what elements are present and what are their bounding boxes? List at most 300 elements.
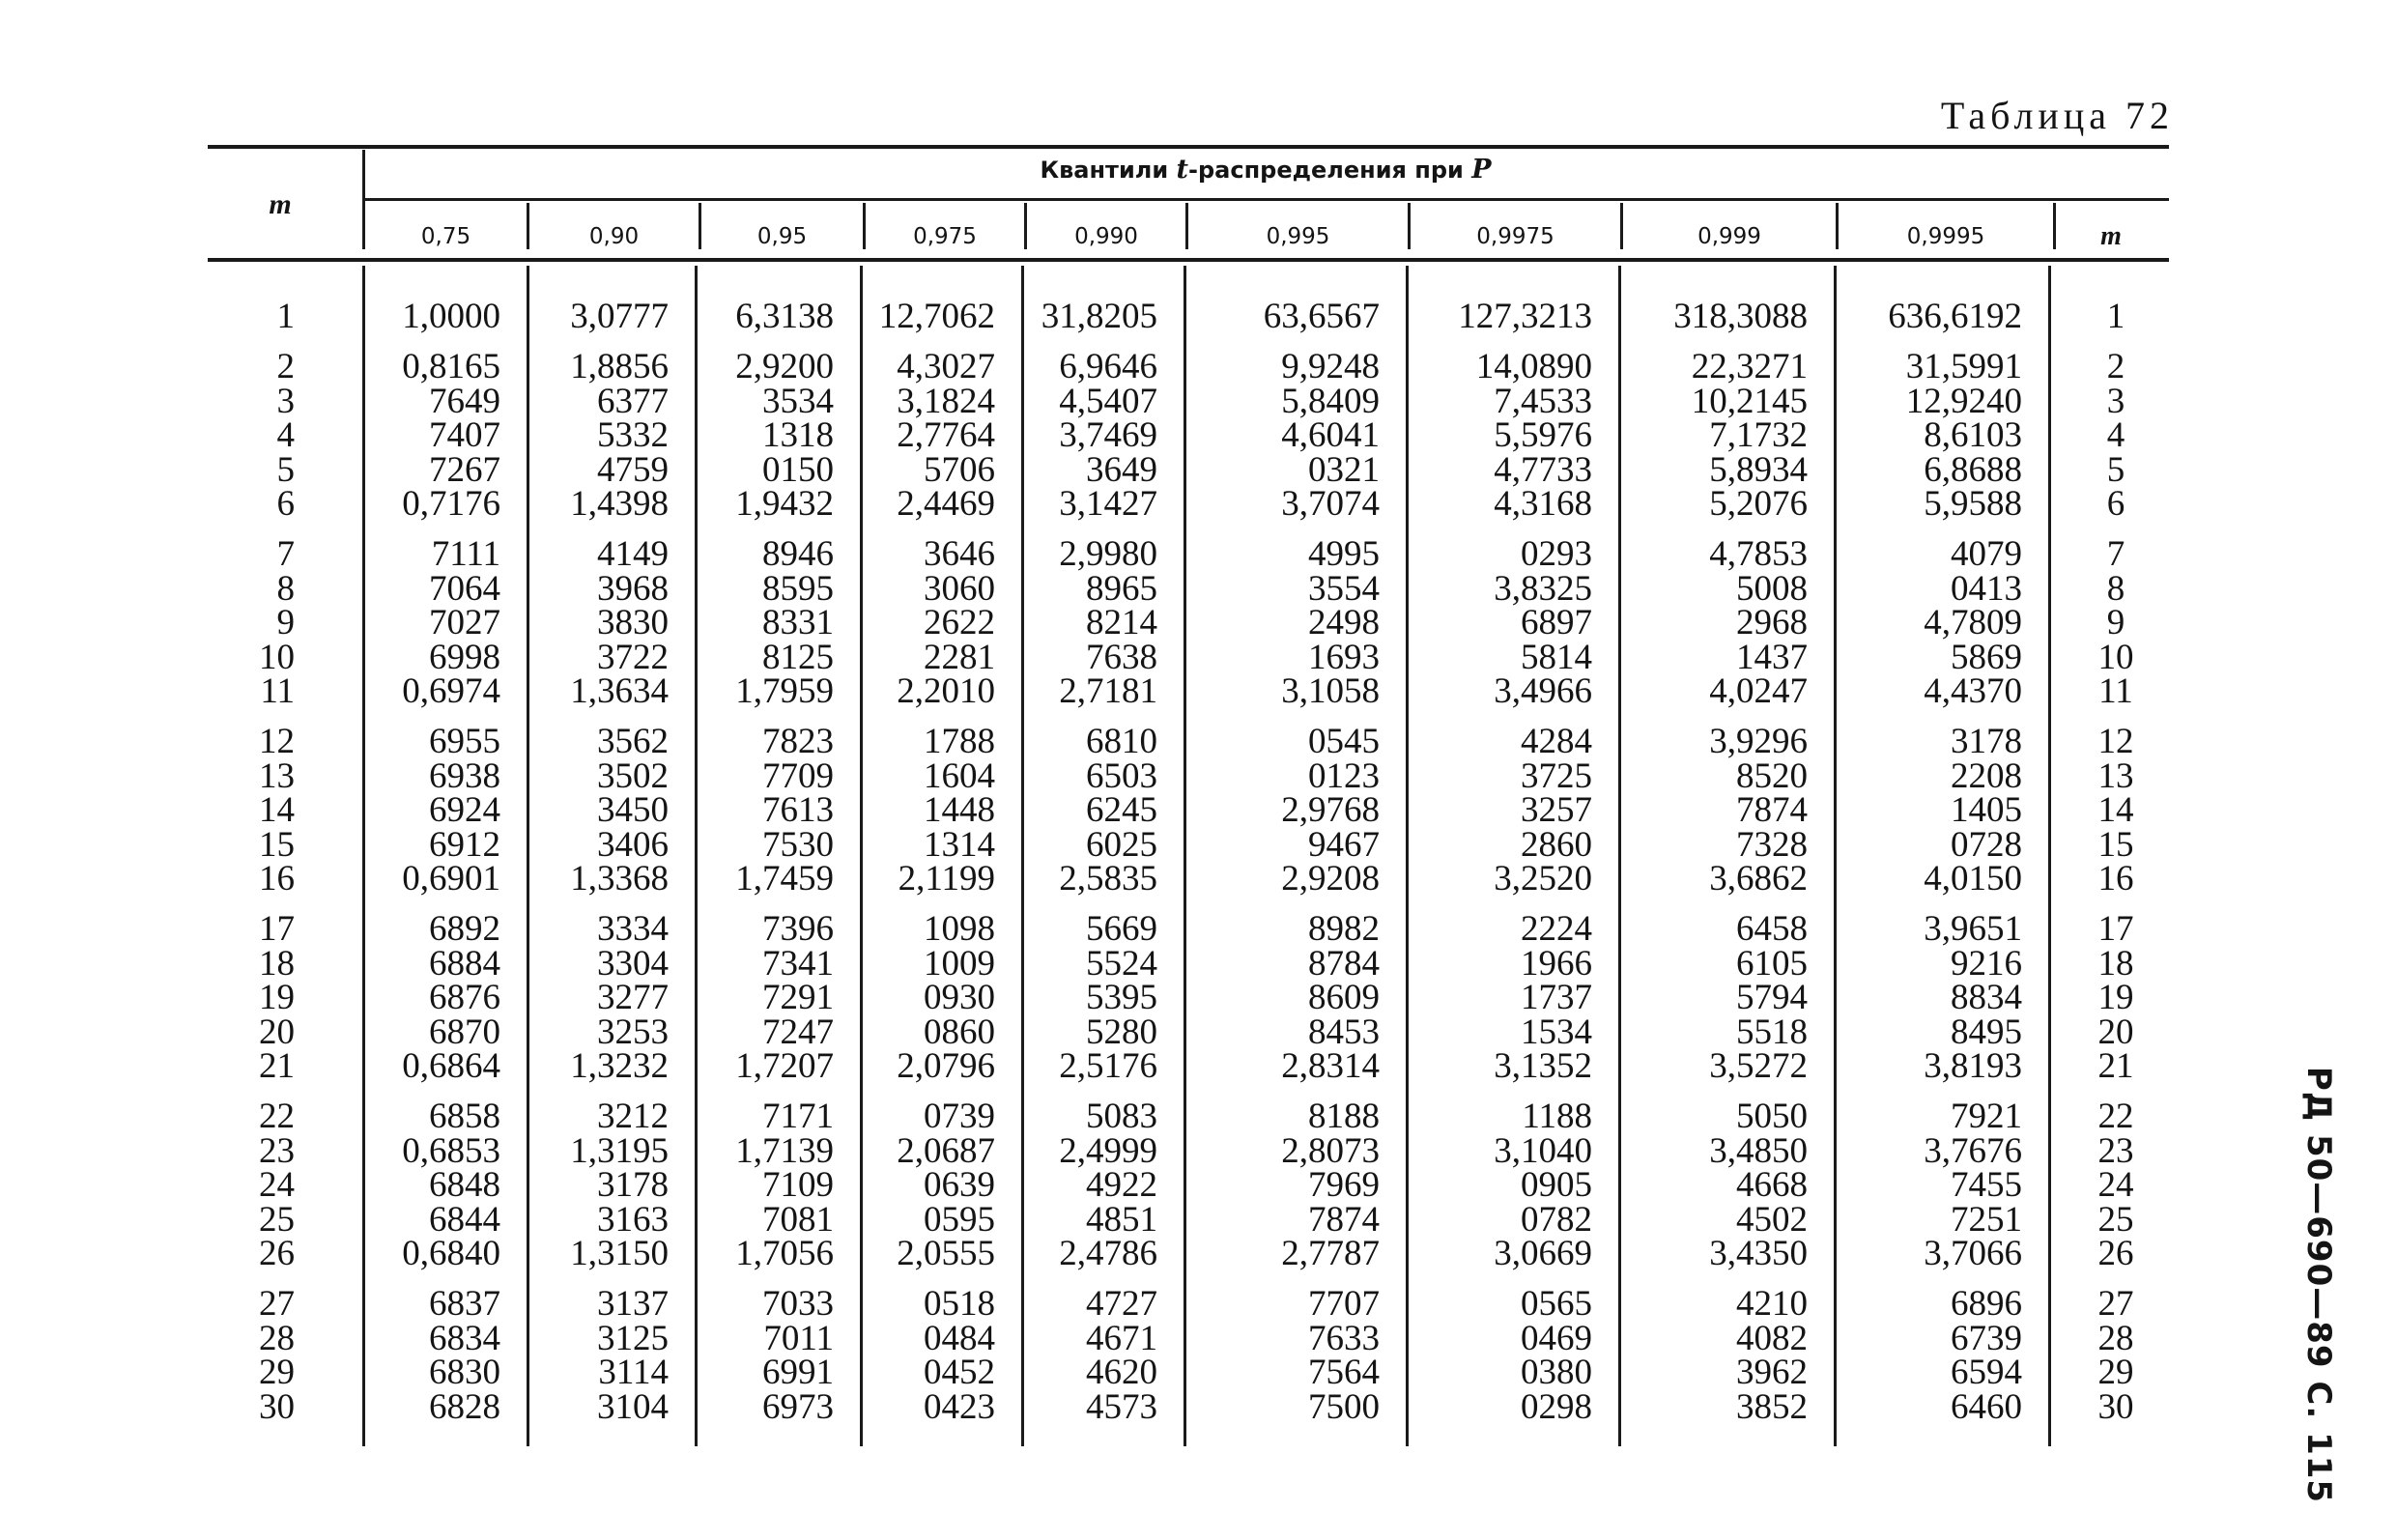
quantile-cell: 5524 (1086, 943, 1157, 984)
quantile-cell: 8188 (1308, 1097, 1380, 1136)
quantile-cell: 4502 (1736, 1199, 1808, 1240)
quantile-cell: 1,9432 (735, 484, 834, 525)
quantile-cell: 1,8856 (570, 347, 669, 386)
quantile-cell: 6,9646 (1059, 347, 1157, 386)
quantile-cell: 3,5272 (1709, 1046, 1808, 1087)
quantile-cell: 8982 (1308, 909, 1380, 949)
quantile-cell: 1534 (1521, 1012, 1592, 1052)
quantile-cell: 0321 (1308, 449, 1380, 490)
quantile-cell: 3852 (1736, 1386, 1808, 1427)
quantile-cell: 3406 (597, 824, 669, 865)
quantile-cell: 4,7853 (1709, 534, 1808, 574)
table-row (0, 1046, 2396, 1087)
quantile-cell: 8214 (1086, 603, 1157, 643)
row-m-left: 22 (259, 1097, 295, 1136)
quantile-cell: 2,0687 (897, 1130, 995, 1171)
quantile-cell: 6991 (762, 1353, 834, 1393)
row-m-left: 20 (259, 1012, 295, 1052)
header-divider (2053, 203, 2056, 249)
quantile-cell: 3,4350 (1709, 1234, 1808, 1274)
quantile-cell: 2,0796 (897, 1046, 995, 1087)
row-m-left: 19 (259, 978, 295, 1018)
row-m-left: 30 (259, 1386, 295, 1427)
table-row (0, 909, 2396, 949)
quantile-cell: 7,1732 (1709, 415, 1808, 456)
row-m-left: 29 (259, 1353, 295, 1393)
row-m-right: 24 (2097, 1165, 2134, 1206)
quantile-cell: 2,1199 (898, 859, 995, 899)
table-row (0, 1284, 2396, 1324)
quantile-cell: 3178 (597, 1165, 669, 1206)
quantile-cell: 7396 (762, 909, 834, 949)
table-row (0, 1386, 2396, 1427)
quantile-cell: 7267 (429, 449, 500, 490)
quantile-cell: 6837 (429, 1284, 500, 1324)
quantile-cell: 6848 (429, 1165, 500, 1206)
quantile-cell: 4,7733 (1494, 449, 1592, 490)
quantile-cell: 6912 (429, 824, 500, 865)
quantile-cell: 2,4999 (1059, 1130, 1157, 1171)
quantile-cell: 7709 (762, 756, 834, 796)
quantile-cell: 3534 (762, 381, 834, 421)
quantile-cell: 1,7459 (735, 859, 834, 899)
quantile-cell: 7109 (762, 1165, 834, 1206)
quantile-cell: 2,9208 (1281, 859, 1380, 899)
row-m-right: 8 (2106, 568, 2125, 609)
quantile-cell: 0565 (1521, 1284, 1592, 1324)
quantile-cell: 6834 (429, 1318, 500, 1358)
quantile-cell: 3,9651 (1924, 909, 2022, 949)
table-row (0, 978, 2396, 1018)
quantile-cell: 31,8205 (1041, 297, 1157, 336)
quantile-cell: 2224 (1521, 909, 1592, 949)
row-m-right: 25 (2097, 1199, 2134, 1240)
quantile-cell: 10,2145 (1691, 381, 1808, 421)
quantile-cell: 2,7787 (1281, 1234, 1380, 1274)
quantile-cell: 6,3138 (735, 297, 834, 336)
row-m-right: 9 (2106, 603, 2125, 643)
quantile-cell: 6876 (429, 978, 500, 1018)
quantile-cell: 4671 (1086, 1318, 1157, 1358)
quantile-cell: 2622 (924, 603, 995, 643)
quantile-cell: 7530 (762, 824, 834, 865)
quantile-cell: 7341 (762, 943, 834, 984)
quantile-cell: 7064 (429, 568, 500, 609)
quantile-cell: 0860 (924, 1012, 995, 1052)
quantile-cell: 318,3088 (1673, 297, 1808, 336)
row-m-right: 1 (2106, 297, 2125, 336)
row-m-right: 14 (2097, 790, 2134, 831)
quantile-cell: 3,7469 (1059, 415, 1157, 456)
row-m-right: 4 (2106, 415, 2125, 456)
quantile-cell: 3114 (598, 1353, 669, 1393)
quantile-cell: 0728 (1951, 824, 2022, 865)
quantile-cell: 3962 (1736, 1353, 1808, 1393)
quantile-cell: 6844 (429, 1199, 500, 1240)
quantile-cell: 0,6840 (402, 1234, 500, 1274)
quantile-cell: 4620 (1086, 1353, 1157, 1393)
quantile-cell: 3450 (597, 790, 669, 831)
quantile-cell: 1,7056 (735, 1234, 834, 1274)
quantile-cell: 2860 (1521, 824, 1592, 865)
quantile-cell: 7500 (1308, 1386, 1380, 1427)
row-m-left: 17 (259, 909, 295, 949)
row-m-left: 7 (276, 534, 295, 574)
table-row (0, 756, 2396, 796)
row-m-right: 20 (2097, 1012, 2134, 1052)
quantile-cell: 0595 (924, 1199, 995, 1240)
table-row (0, 1318, 2396, 1358)
quantile-cell: 2,5176 (1059, 1046, 1157, 1087)
row-m-right: 12 (2097, 722, 2134, 761)
quantile-cell: 4727 (1086, 1284, 1157, 1324)
quantile-cell: 0905 (1521, 1165, 1592, 1206)
table-row (0, 299, 2396, 334)
quantile-cell: 3,2520 (1494, 859, 1592, 899)
quantile-cell: 4,7809 (1924, 603, 2022, 643)
row-m-right: 22 (2097, 1097, 2134, 1136)
quantile-cell: 7649 (429, 381, 500, 421)
quantile-cell: 3,7676 (1924, 1130, 2022, 1171)
quantile-cell: 4922 (1086, 1165, 1157, 1206)
quantile-cell: 7291 (762, 978, 834, 1018)
quantile-cell: 5,5976 (1494, 415, 1592, 456)
quantile-cell: 1604 (924, 756, 995, 796)
quantile-cell: 0545 (1308, 722, 1380, 761)
quantile-cell: 2,4786 (1059, 1234, 1157, 1274)
quantile-cell: 3,4966 (1494, 671, 1592, 712)
quantile-cell: 7633 (1308, 1318, 1380, 1358)
table-row (0, 1199, 2396, 1240)
table-row (0, 1234, 2396, 1274)
quantile-cell: 0,6864 (402, 1046, 500, 1087)
quantile-cell: 3,1427 (1059, 484, 1157, 525)
table-row (0, 790, 2396, 831)
quantile-cell: 0150 (762, 449, 834, 490)
quantile-cell: 2,7764 (897, 415, 995, 456)
quantile-cell: 1,7959 (735, 671, 834, 712)
row-m-right: 18 (2097, 943, 2134, 984)
quantile-cell: 6830 (429, 1353, 500, 1393)
quantile-cell: 3334 (597, 909, 669, 949)
quantile-cell: 7613 (762, 790, 834, 831)
quantile-cell: 1314 (924, 824, 995, 865)
quantile-cell: 4851 (1086, 1199, 1157, 1240)
header-title (367, 155, 2164, 185)
header-title-after: -распределения при (1188, 157, 1472, 184)
quantile-cell: 4,5407 (1059, 381, 1157, 421)
row-m-right: 16 (2097, 859, 2134, 899)
quantile-cell: 6460 (1951, 1386, 2022, 1427)
quantile-cell: 4149 (597, 534, 669, 574)
quantile-cell: 7,4533 (1494, 381, 1592, 421)
row-m-right: 26 (2097, 1234, 2134, 1274)
quantile-cell: 6025 (1086, 824, 1157, 865)
quantile-cell: 127,3213 (1458, 297, 1592, 336)
quantile-cell: 1098 (924, 909, 995, 949)
quantile-cell: 2,4469 (897, 484, 995, 525)
row-m-left: 21 (259, 1046, 295, 1087)
row-m-left: 23 (259, 1130, 295, 1171)
quantile-cell: 5669 (1086, 909, 1157, 949)
row-m-left: 8 (276, 568, 295, 609)
table-row (0, 381, 2396, 421)
side-label-text: РД 50—690—89 С. 115 (2299, 1066, 2338, 1504)
table-row (0, 943, 2396, 984)
quantile-cell: 3104 (597, 1386, 669, 1427)
quantile-cell: 4995 (1308, 534, 1380, 574)
quantile-cell: 2968 (1736, 603, 1808, 643)
quantile-cell: 7707 (1308, 1284, 1380, 1324)
quantile-cell: 6828 (429, 1386, 500, 1427)
quantile-cell: 1737 (1521, 978, 1592, 1018)
quantile-cell: 5050 (1736, 1097, 1808, 1136)
probability-header: 0,75 (420, 224, 471, 249)
probability-header: 0,95 (756, 224, 808, 249)
quantile-cell: 5,2076 (1709, 484, 1808, 525)
quantile-cell: 7081 (762, 1199, 834, 1240)
quantile-cell: 7638 (1086, 637, 1157, 677)
row-m-left: 28 (259, 1318, 295, 1358)
quantile-cell: 6739 (1951, 1318, 2022, 1358)
row-m-left: 24 (259, 1165, 295, 1206)
quantile-cell: 0452 (924, 1353, 995, 1393)
row-m-left: 1 (276, 297, 295, 336)
table-row (0, 603, 2396, 643)
quantile-cell: 4,4370 (1924, 671, 2022, 712)
row-m-left: 2 (276, 347, 295, 386)
quantile-cell: 6810 (1086, 722, 1157, 761)
quantile-cell: 8965 (1086, 568, 1157, 609)
quantile-cell: 6503 (1086, 756, 1157, 796)
quantile-cell: 2,9980 (1059, 534, 1157, 574)
quantile-cell: 3,1040 (1494, 1130, 1592, 1171)
quantile-cell: 3968 (597, 568, 669, 609)
quantile-cell: 0930 (924, 978, 995, 1018)
quantile-cell: 6924 (429, 790, 500, 831)
quantile-cell: 4,3027 (897, 347, 995, 386)
quantile-cell: 3,7066 (1924, 1234, 2022, 1274)
quantile-cell: 1,3232 (570, 1046, 669, 1087)
quantile-cell: 0380 (1521, 1353, 1592, 1393)
quantile-cell: 12,9240 (1905, 381, 2022, 421)
quantile-cell: 4573 (1086, 1386, 1157, 1427)
quantile-cell: 0413 (1951, 568, 2022, 609)
quantile-cell: 3212 (597, 1097, 669, 1136)
quantile-cell: 5869 (1951, 637, 2022, 677)
quantile-cell: 6377 (597, 381, 669, 421)
probability-header: 0,9975 (1476, 224, 1555, 249)
quantile-cell: 7564 (1308, 1353, 1380, 1393)
table-row (0, 824, 2396, 865)
quantile-cell: 6998 (429, 637, 500, 677)
quantile-cell: 5794 (1736, 978, 1808, 1018)
quantile-cell: 4,0247 (1709, 671, 1808, 712)
probability-header: 0,995 (1266, 224, 1330, 249)
quantile-cell: 3649 (1086, 449, 1157, 490)
quantile-cell: 3,6862 (1709, 859, 1808, 899)
row-m-left: 4 (276, 415, 295, 456)
quantile-cell: 2,5835 (1059, 859, 1157, 899)
quantile-cell: 63,6567 (1263, 297, 1380, 336)
quantile-cell: 5706 (924, 449, 995, 490)
header-sub-rule (365, 198, 2169, 201)
row-m-right: 13 (2097, 756, 2134, 796)
quantile-cell: 1,4398 (570, 484, 669, 525)
m-column-header: m (269, 188, 292, 220)
quantile-cell: 0518 (924, 1284, 995, 1324)
quantile-cell: 1,3634 (570, 671, 669, 712)
quantile-cell: 3,1824 (897, 381, 995, 421)
quantile-cell: 0739 (924, 1097, 995, 1136)
quantile-cell: 3,1352 (1494, 1046, 1592, 1087)
table-row (0, 637, 2396, 677)
quantile-cell: 5395 (1086, 978, 1157, 1018)
quantile-cell: 3,9296 (1709, 722, 1808, 761)
table-row (0, 671, 2396, 712)
quantile-cell: 9216 (1951, 943, 2022, 984)
quantile-cell: 8609 (1308, 978, 1380, 1018)
quantile-cell: 3646 (924, 534, 995, 574)
quantile-cell: 3502 (597, 756, 669, 796)
quantile-cell: 12,7062 (878, 297, 995, 336)
quantile-cell: 7011 (763, 1318, 834, 1358)
quantile-cell: 636,6192 (1888, 297, 2022, 336)
quantile-cell: 9,9248 (1281, 347, 1380, 386)
quantile-cell: 1009 (924, 943, 995, 984)
row-m-right: 5 (2106, 449, 2125, 490)
quantile-cell: 0123 (1308, 756, 1380, 796)
quantile-cell: 8595 (762, 568, 834, 609)
quantile-cell: 7328 (1736, 824, 1808, 865)
quantile-cell: 0484 (924, 1318, 995, 1358)
quantile-cell: 1437 (1736, 637, 1808, 677)
quantile-cell: 3,0669 (1494, 1234, 1592, 1274)
row-m-right: 2 (2106, 347, 2125, 386)
row-m-right: 27 (2097, 1284, 2134, 1324)
quantile-cell: 1,0000 (402, 297, 500, 336)
row-m-right: 7 (2106, 534, 2125, 574)
quantile-cell: 3,8325 (1494, 568, 1592, 609)
quantile-cell: 7251 (1951, 1199, 2022, 1240)
quantile-cell: 7823 (762, 722, 834, 761)
quantile-cell: 7247 (762, 1012, 834, 1052)
quantile-cell: 4668 (1736, 1165, 1808, 1206)
header-title-before: Квантили (1040, 157, 1177, 184)
quantile-cell: 2208 (1951, 756, 2022, 796)
quantile-cell: 8125 (762, 637, 834, 677)
row-m-left: 26 (259, 1234, 295, 1274)
quantile-cell: 2,8073 (1281, 1130, 1380, 1171)
quantile-cell: 5518 (1736, 1012, 1808, 1052)
row-m-right: 30 (2097, 1386, 2134, 1427)
quantile-cell: 6594 (1951, 1353, 2022, 1393)
quantile-cell: 6896 (1951, 1284, 2022, 1324)
header-title-italic: t (1176, 155, 1188, 185)
quantile-cell: 14,0890 (1475, 347, 1592, 386)
quantile-cell: 2,2010 (897, 671, 995, 712)
quantile-cell: 3,7074 (1281, 484, 1380, 525)
row-m-right: 19 (2097, 978, 2134, 1018)
quantile-cell: 3,4850 (1709, 1130, 1808, 1171)
quantile-cell: 5,8409 (1281, 381, 1380, 421)
quantile-cell: 6458 (1736, 909, 1808, 949)
quantile-cell: 1,7139 (735, 1130, 834, 1171)
quantile-cell: 8453 (1308, 1012, 1380, 1052)
table-row (0, 347, 2396, 386)
quantile-cell: 2498 (1308, 603, 1380, 643)
quantile-cell: 9467 (1308, 824, 1380, 865)
quantile-cell: 3125 (597, 1318, 669, 1358)
table-row (0, 415, 2396, 456)
probability-header: 0,975 (913, 224, 977, 249)
quantile-cell: 8,6103 (1924, 415, 2022, 456)
quantile-cell: 1318 (762, 415, 834, 456)
quantile-cell: 1188 (1522, 1097, 1592, 1136)
quantile-cell: 7111 (431, 534, 500, 574)
quantile-cell: 5280 (1086, 1012, 1157, 1052)
row-m-left: 14 (259, 790, 295, 831)
quantile-cell: 8495 (1951, 1012, 2022, 1052)
quantile-cell: 8946 (762, 534, 834, 574)
row-m-right: 15 (2097, 824, 2134, 865)
row-m-right: 28 (2097, 1318, 2134, 1358)
quantile-cell: 4,3168 (1494, 484, 1592, 525)
row-m-left: 16 (259, 859, 295, 899)
row-m-left: 18 (259, 943, 295, 984)
table-row (0, 1165, 2396, 1206)
row-m-left: 27 (259, 1284, 295, 1324)
quantile-cell: 3178 (1951, 722, 2022, 761)
quantile-cell: 7027 (429, 603, 500, 643)
quantile-cell: 1448 (924, 790, 995, 831)
quantile-cell: 6,8688 (1924, 449, 2022, 490)
quantile-cell: 7874 (1736, 790, 1808, 831)
quantile-cell: 0639 (924, 1165, 995, 1206)
quantile-cell: 2,7181 (1059, 671, 1157, 712)
quantile-cell: 0782 (1521, 1199, 1592, 1240)
quantile-cell: 6858 (429, 1097, 500, 1136)
row-m-left: 13 (259, 756, 295, 796)
top-rule (208, 145, 2169, 149)
quantile-cell: 5814 (1521, 637, 1592, 677)
quantile-cell: 4759 (597, 449, 669, 490)
row-m-right: 6 (2106, 484, 2125, 525)
row-m-left: 6 (276, 484, 295, 525)
quantile-cell: 6245 (1086, 790, 1157, 831)
row-m-right: 29 (2097, 1353, 2134, 1393)
quantile-cell: 22,3271 (1691, 347, 1808, 386)
quantile-cell: 5332 (597, 415, 669, 456)
probability-header: 0,999 (1697, 224, 1761, 249)
quantile-cell: 4210 (1736, 1284, 1808, 1324)
quantile-cell: 3,1058 (1281, 671, 1380, 712)
quantile-cell: 3722 (597, 637, 669, 677)
quantile-cell: 6897 (1521, 603, 1592, 643)
table-caption: Таблица 72 (1940, 94, 2174, 137)
row-m-right: 11 (2098, 671, 2133, 712)
header-title-param: P (1471, 155, 1492, 185)
quantile-cell: 6892 (429, 909, 500, 949)
quantile-cell: 8784 (1308, 943, 1380, 984)
table-row (0, 449, 2396, 490)
quantile-cell: 1966 (1521, 943, 1592, 984)
quantile-cell: 3277 (597, 978, 669, 1018)
quantile-cell: 4079 (1951, 534, 2022, 574)
quantile-cell: 3257 (1521, 790, 1592, 831)
quantile-cell: 7921 (1951, 1097, 2022, 1136)
quantile-cell: 6973 (762, 1386, 834, 1427)
